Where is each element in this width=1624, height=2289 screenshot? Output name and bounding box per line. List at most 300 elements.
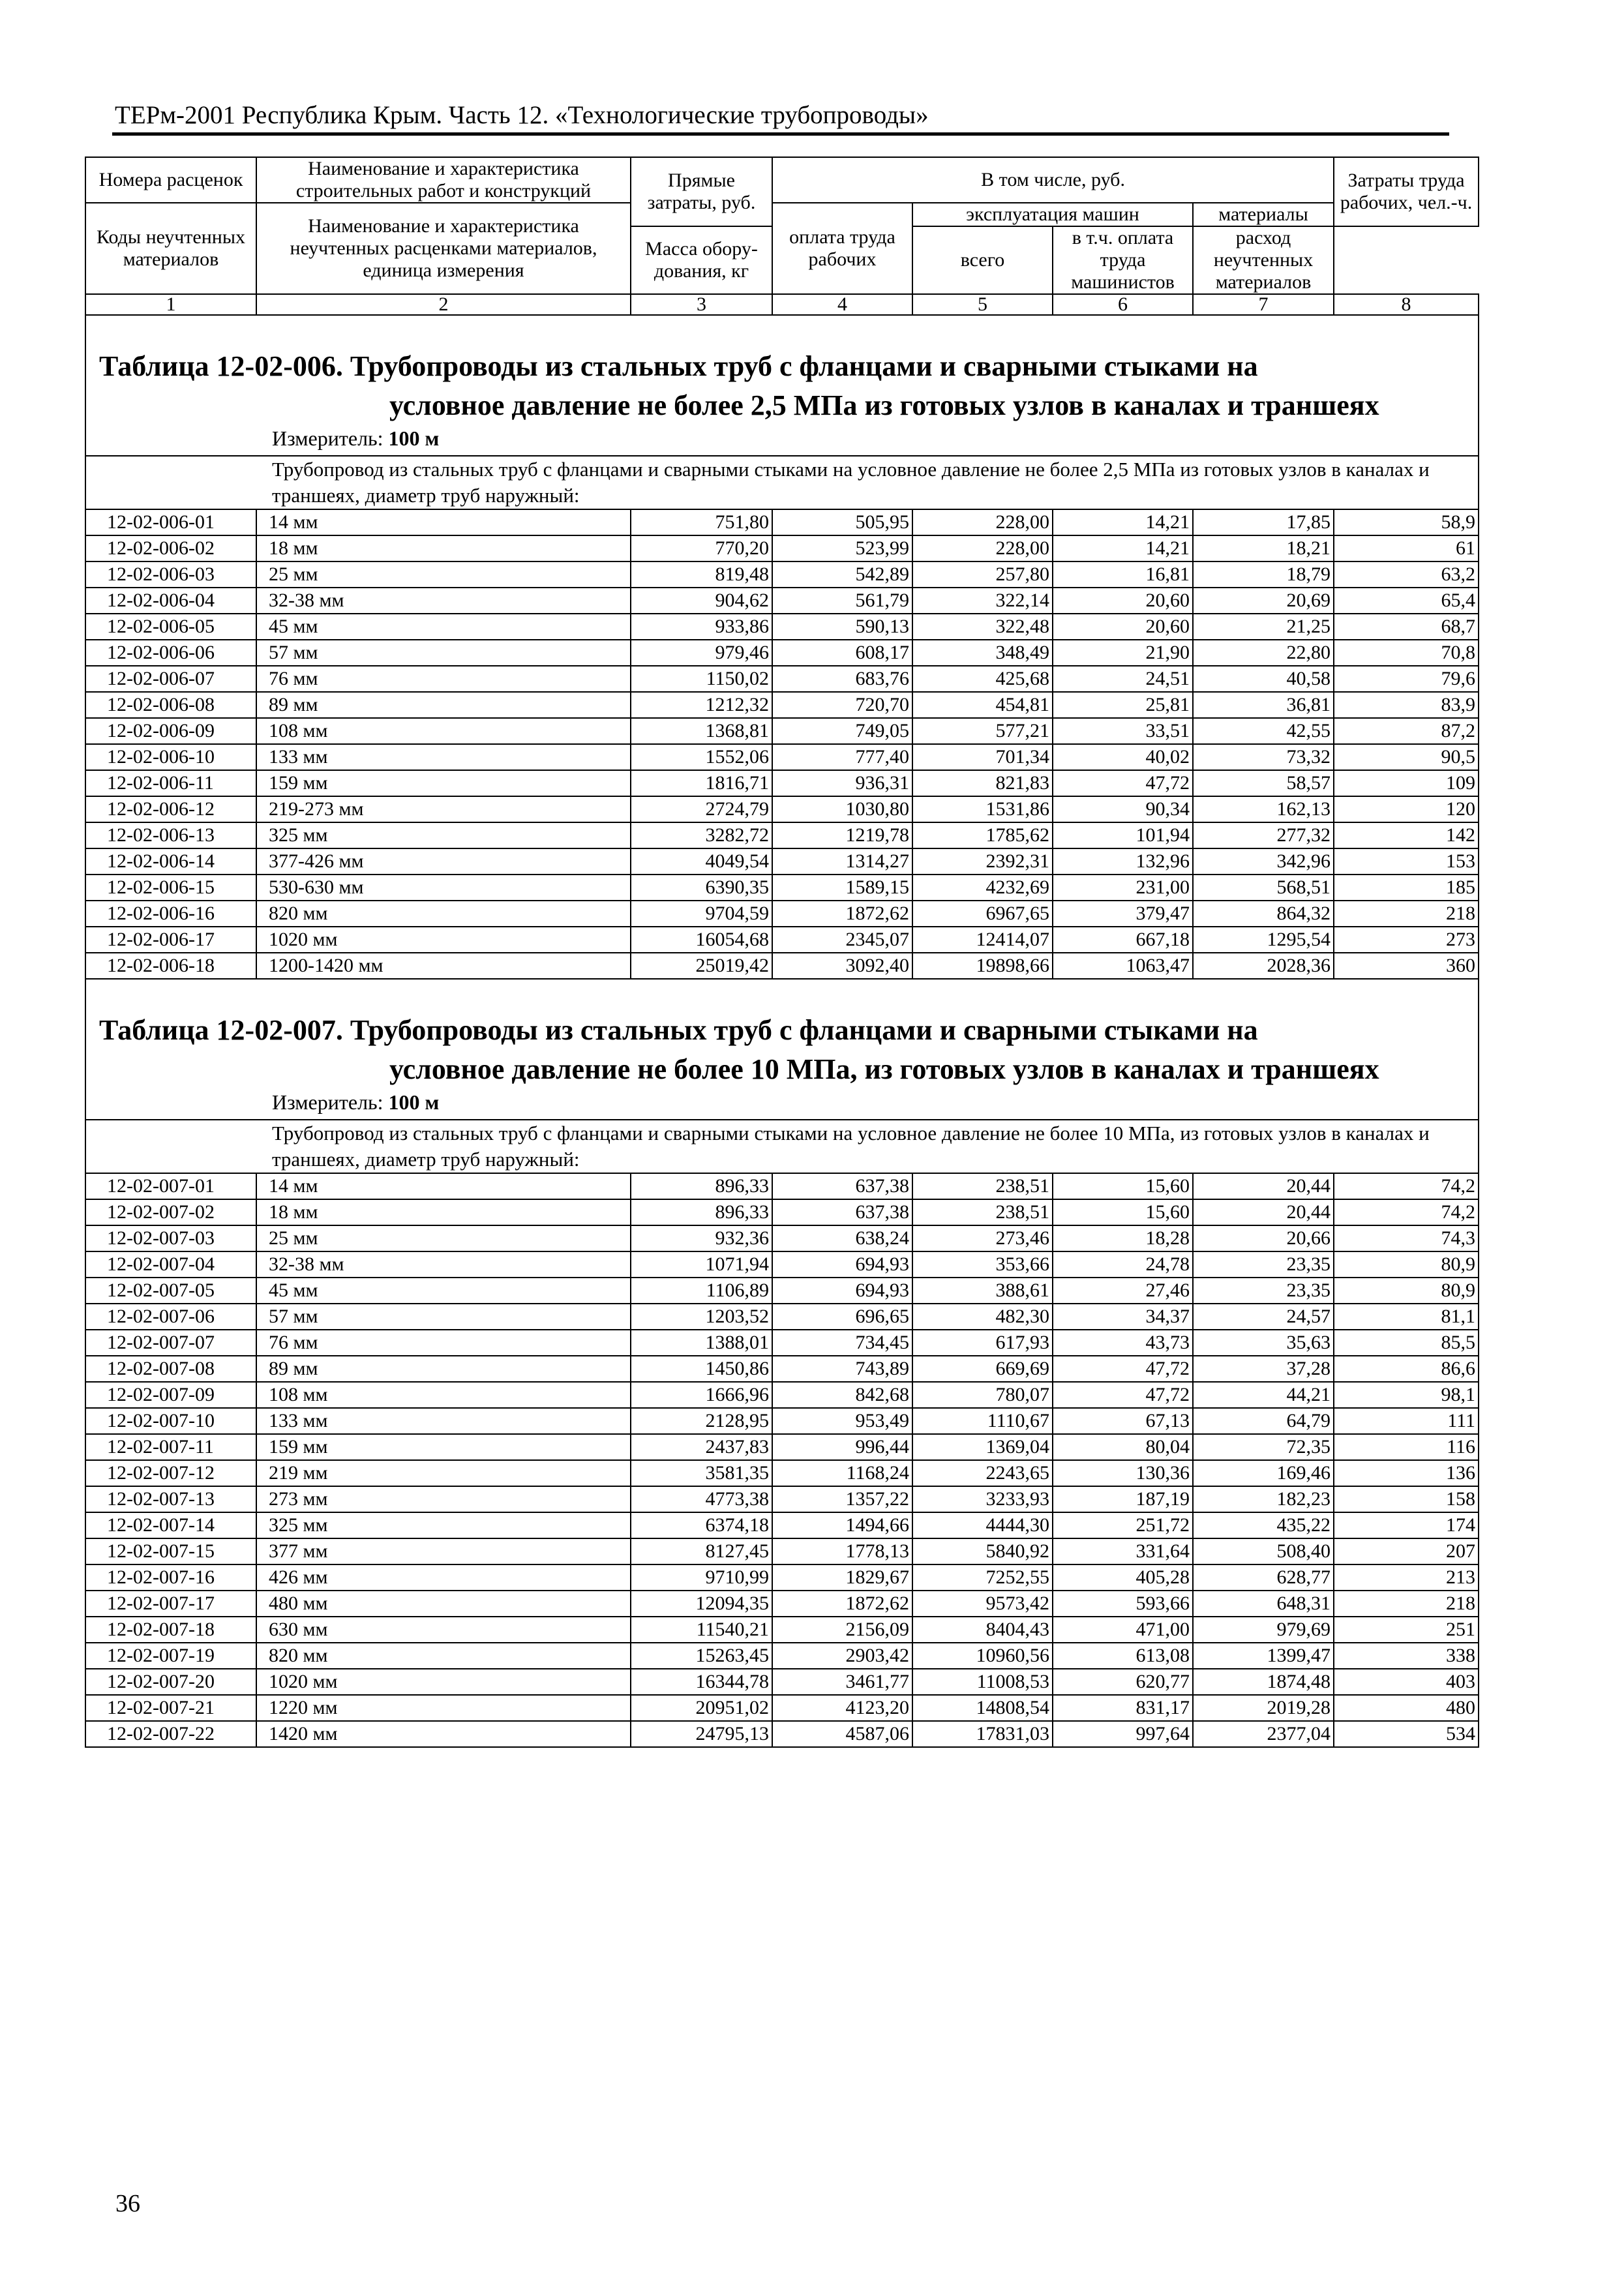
machine-cost-total: 322,48: [912, 614, 1053, 640]
labor-wage: 2345,07: [772, 927, 912, 953]
work-name: 630 мм: [256, 1617, 631, 1643]
equipment-mass: 218: [1334, 1591, 1479, 1617]
machine-cost-total: 1785,62: [912, 822, 1053, 848]
labor-hours: 568,51: [1193, 875, 1334, 901]
work-name: 273 мм: [256, 1486, 631, 1512]
direct-cost: 3282,72: [631, 822, 772, 848]
direct-cost: 1450,86: [631, 1356, 772, 1382]
equipment-mass: 534: [1334, 1721, 1479, 1747]
labor-hours: 24,57: [1193, 1304, 1334, 1330]
rate-code: 12-02-006-12: [85, 796, 256, 822]
direct-cost: 751,80: [631, 509, 772, 535]
page-header-title: ТЕРм-2001 Республика Крым. Часть 12. «Технологические трубопроводы»: [115, 101, 929, 129]
machine-cost-total: 348,49: [912, 640, 1053, 666]
rate-code: 12-02-007-19: [85, 1643, 256, 1669]
machinist-wage: 231,00: [1053, 875, 1193, 901]
machinist-wage: 14,21: [1053, 509, 1193, 535]
machinist-wage: 331,64: [1053, 1538, 1193, 1564]
table-row: [85, 796, 1479, 822]
machine-cost-total: 257,80: [912, 561, 1053, 588]
machinist-wage: 47,72: [1053, 770, 1193, 796]
table-row: [85, 1460, 1479, 1486]
machine-cost-total: 482,30: [912, 1304, 1053, 1330]
labor-wage: 683,76: [772, 666, 912, 692]
table-row: [85, 1356, 1479, 1382]
rate-code: 12-02-007-09: [85, 1382, 256, 1408]
direct-cost: 1816,71: [631, 770, 772, 796]
section-unit: [86, 1089, 1478, 1119]
labor-wage: 936,31: [772, 770, 912, 796]
labor-hours: 2377,04: [1193, 1721, 1334, 1747]
direct-cost: 16344,78: [631, 1669, 772, 1695]
rate-code: 12-02-007-20: [85, 1669, 256, 1695]
work-name: 57 мм: [256, 1304, 631, 1330]
machine-cost-total: 322,14: [912, 588, 1053, 614]
equipment-mass: 74,3: [1334, 1225, 1479, 1251]
work-name: 325 мм: [256, 822, 631, 848]
labor-wage: 638,24: [772, 1225, 912, 1251]
table-row: [85, 1382, 1479, 1408]
machine-cost-total: 454,81: [912, 692, 1053, 718]
rate-code: 12-02-006-02: [85, 535, 256, 561]
table-row: [85, 1278, 1479, 1304]
table-row: [85, 666, 1479, 692]
rate-code: 12-02-007-04: [85, 1251, 256, 1278]
machinist-wage: 67,13: [1053, 1408, 1193, 1434]
work-name: 377 мм: [256, 1538, 631, 1564]
table-row: [85, 1617, 1479, 1643]
rate-code: 12-02-006-08: [85, 692, 256, 718]
direct-cost: 1150,02: [631, 666, 772, 692]
equipment-mass: 218: [1334, 901, 1479, 927]
labor-wage: 743,89: [772, 1356, 912, 1382]
labor-wage: 694,93: [772, 1251, 912, 1278]
rate-code: 12-02-006-01: [85, 509, 256, 535]
labor-wage: 1357,22: [772, 1486, 912, 1512]
labor-wage: 1589,15: [772, 875, 912, 901]
table-row: [85, 535, 1479, 561]
equipment-mass: 98,1: [1334, 1382, 1479, 1408]
table-row: [85, 822, 1479, 848]
work-name: 530-630 мм: [256, 875, 631, 901]
equipment-mass: 86,6: [1334, 1356, 1479, 1382]
work-name: 1020 мм: [256, 1669, 631, 1695]
equipment-mass: 87,2: [1334, 718, 1479, 744]
equipment-mass: 80,9: [1334, 1278, 1479, 1304]
labor-wage: 4123,20: [772, 1695, 912, 1721]
table-row: [85, 561, 1479, 588]
machine-cost-total: 11008,53: [912, 1669, 1053, 1695]
rate-code: 12-02-007-03: [85, 1225, 256, 1251]
work-name: 219 мм: [256, 1460, 631, 1486]
labor-hours: 42,55: [1193, 718, 1334, 744]
direct-cost: 979,46: [631, 640, 772, 666]
equipment-mass: 403: [1334, 1669, 1479, 1695]
unit-value: 100 м: [388, 1090, 440, 1114]
work-name: 57 мм: [256, 640, 631, 666]
labor-wage: 3461,77: [772, 1669, 912, 1695]
direct-cost: 904,62: [631, 588, 772, 614]
work-name: 32-38 мм: [256, 1251, 631, 1278]
table-row: [85, 1304, 1479, 1330]
rate-code: 12-02-007-22: [85, 1721, 256, 1747]
machine-cost-total: 273,46: [912, 1225, 1053, 1251]
rate-code: 12-02-006-15: [85, 875, 256, 901]
machine-cost-total: 14808,54: [912, 1695, 1053, 1721]
work-name: 18 мм: [256, 535, 631, 561]
table-row: [85, 614, 1479, 640]
direct-cost: 20951,02: [631, 1695, 772, 1721]
labor-hours: 20,44: [1193, 1173, 1334, 1199]
unit-value: 100 м: [388, 426, 440, 450]
work-name: 1420 мм: [256, 1721, 631, 1747]
table-row: [85, 1251, 1479, 1278]
direct-cost: 11540,21: [631, 1617, 772, 1643]
direct-cost: 896,33: [631, 1173, 772, 1199]
table-row: [85, 718, 1479, 744]
column-number: 1: [85, 294, 256, 315]
machine-cost-total: 238,51: [912, 1173, 1053, 1199]
work-name: 426 мм: [256, 1564, 631, 1591]
direct-cost: 932,36: [631, 1225, 772, 1251]
machine-cost-total: 1531,86: [912, 796, 1053, 822]
column-number: 4: [772, 294, 912, 315]
rate-code: 12-02-007-11: [85, 1434, 256, 1460]
direct-cost: 933,86: [631, 614, 772, 640]
work-name: 76 мм: [256, 1330, 631, 1356]
machinist-wage: 20,60: [1053, 614, 1193, 640]
direct-cost: 12094,35: [631, 1591, 772, 1617]
direct-cost: 6390,35: [631, 875, 772, 901]
rate-code: 12-02-007-01: [85, 1173, 256, 1199]
machine-cost-total: 8404,43: [912, 1617, 1053, 1643]
labor-hours: 979,69: [1193, 1617, 1334, 1643]
table-row: [85, 927, 1479, 953]
machine-cost-total: 780,07: [912, 1382, 1053, 1408]
table-row: [85, 848, 1479, 875]
machinist-wage: 16,81: [1053, 561, 1193, 588]
equipment-mass: 83,9: [1334, 692, 1479, 718]
equipment-mass: 136: [1334, 1460, 1479, 1486]
machinist-wage: 27,46: [1053, 1278, 1193, 1304]
equipment-mass: 68,7: [1334, 614, 1479, 640]
column-number: 5: [912, 294, 1053, 315]
machine-cost-total: 2392,31: [912, 848, 1053, 875]
equipment-mass: 153: [1334, 848, 1479, 875]
labor-wage: 561,79: [772, 588, 912, 614]
rate-code: 12-02-006-03: [85, 561, 256, 588]
labor-hours: 36,81: [1193, 692, 1334, 718]
equipment-mass: 480: [1334, 1695, 1479, 1721]
labor-wage: 1314,27: [772, 848, 912, 875]
machine-cost-total: 577,21: [912, 718, 1053, 744]
group-description: Трубопровод из стальных труб с фланцами и сварными стыками на условное давление не более 2,5 МПа из готовых узлов в каналах и траншеях, диаметр труб наружный:: [85, 456, 1479, 509]
table-row: [85, 1173, 1479, 1199]
header-col3: Прямые затраты, руб.: [631, 157, 772, 226]
machinist-wage: 18,28: [1053, 1225, 1193, 1251]
labor-hours: 2019,28: [1193, 1695, 1334, 1721]
table-row: [85, 588, 1479, 614]
machinist-wage: 405,28: [1053, 1564, 1193, 1591]
labor-wage: 1219,78: [772, 822, 912, 848]
work-name: 820 мм: [256, 1643, 631, 1669]
machine-cost-total: 228,00: [912, 509, 1053, 535]
equipment-mass: 207: [1334, 1538, 1479, 1564]
work-name: 89 мм: [256, 692, 631, 718]
work-name: 108 мм: [256, 718, 631, 744]
direct-cost: 1388,01: [631, 1330, 772, 1356]
machinist-wage: 47,72: [1053, 1356, 1193, 1382]
rate-code: 12-02-007-08: [85, 1356, 256, 1382]
equipment-mass: 90,5: [1334, 744, 1479, 770]
rate-code: 12-02-006-10: [85, 744, 256, 770]
machinist-wage: 47,72: [1053, 1382, 1193, 1408]
labor-wage: 996,44: [772, 1434, 912, 1460]
equipment-mass: 360: [1334, 953, 1479, 979]
work-name: 45 мм: [256, 614, 631, 640]
rate-code: 12-02-006-09: [85, 718, 256, 744]
rate-code: 12-02-007-21: [85, 1695, 256, 1721]
work-name: 219-273 мм: [256, 796, 631, 822]
group-description: Трубопровод из стальных труб с фланцами и сварными стыками на условное давление не более 10 МПа, из готовых узлов в каналах и траншеях, диаметр труб наружный:: [85, 1120, 1479, 1173]
header-group-machines: эксплуатация машин: [912, 203, 1193, 226]
labor-wage: 505,95: [772, 509, 912, 535]
work-name: 14 мм: [256, 509, 631, 535]
direct-cost: 1071,94: [631, 1251, 772, 1278]
labor-wage: 749,05: [772, 718, 912, 744]
work-name: 1200-1420 мм: [256, 953, 631, 979]
labor-wage: 4587,06: [772, 1721, 912, 1747]
table-row: [85, 1695, 1479, 1721]
direct-cost: 1552,06: [631, 744, 772, 770]
rate-code: 12-02-007-13: [85, 1486, 256, 1512]
direct-cost: 4773,38: [631, 1486, 772, 1512]
labor-hours: 2028,36: [1193, 953, 1334, 979]
machinist-wage: 130,36: [1053, 1460, 1193, 1486]
equipment-mass: 213: [1334, 1564, 1479, 1591]
table-row: [85, 1643, 1479, 1669]
work-name: 133 мм: [256, 744, 631, 770]
work-name: 377-426 мм: [256, 848, 631, 875]
machinist-wage: 997,64: [1053, 1721, 1193, 1747]
page-number: 36: [115, 2190, 140, 2217]
direct-cost: 1368,81: [631, 718, 772, 744]
header-col6: в т.ч. оплата труда машинистов: [1053, 226, 1193, 294]
machine-cost-total: 425,68: [912, 666, 1053, 692]
labor-hours: 342,96: [1193, 848, 1334, 875]
table-row: [85, 1434, 1479, 1460]
machine-cost-total: 701,34: [912, 744, 1053, 770]
machine-cost-total: 1369,04: [912, 1434, 1053, 1460]
work-name: 159 мм: [256, 770, 631, 796]
machinist-wage: 15,60: [1053, 1173, 1193, 1199]
equipment-mass: 338: [1334, 1643, 1479, 1669]
machinist-wage: 187,19: [1053, 1486, 1193, 1512]
labor-hours: 22,80: [1193, 640, 1334, 666]
machinist-wage: 471,00: [1053, 1617, 1193, 1643]
equipment-mass: 70,8: [1334, 640, 1479, 666]
section-heading-row: [85, 315, 1479, 456]
machinist-wage: 620,77: [1053, 1669, 1193, 1695]
table-row: [85, 901, 1479, 927]
machine-cost-total: 388,61: [912, 1278, 1053, 1304]
labor-hours: 40,58: [1193, 666, 1334, 692]
labor-wage: 1778,13: [772, 1538, 912, 1564]
labor-wage: 1829,67: [772, 1564, 912, 1591]
machine-cost-total: 10960,56: [912, 1643, 1053, 1669]
labor-wage: 720,70: [772, 692, 912, 718]
machine-cost-total: 617,93: [912, 1330, 1053, 1356]
header-rule: [112, 132, 1449, 136]
work-name: 25 мм: [256, 561, 631, 588]
machinist-wage: 90,34: [1053, 796, 1193, 822]
machinist-wage: 80,04: [1053, 1434, 1193, 1460]
column-number: 2: [256, 294, 631, 315]
section-title-rest: условное давление не более 10 МПа, из готовых узлов в каналах и траншеях: [389, 1053, 1379, 1085]
equipment-mass: 174: [1334, 1512, 1479, 1538]
table-row: [85, 1669, 1479, 1695]
labor-hours: 277,32: [1193, 822, 1334, 848]
table-row: [85, 1591, 1479, 1617]
labor-hours: 508,40: [1193, 1538, 1334, 1564]
rate-code: 12-02-006-11: [85, 770, 256, 796]
machine-cost-total: 12414,07: [912, 927, 1053, 953]
machine-cost-total: 6967,65: [912, 901, 1053, 927]
labor-hours: 72,35: [1193, 1434, 1334, 1460]
rate-code: 12-02-007-02: [85, 1199, 256, 1225]
labor-hours: 20,44: [1193, 1199, 1334, 1225]
machinist-wage: 40,02: [1053, 744, 1193, 770]
rate-code: 12-02-006-17: [85, 927, 256, 953]
rate-code: 12-02-006-13: [85, 822, 256, 848]
rate-code: 12-02-007-07: [85, 1330, 256, 1356]
header-col8-top: Затраты труда рабочих, чел.-ч.: [1334, 157, 1479, 226]
labor-hours: 23,35: [1193, 1278, 1334, 1304]
rate-code: 12-02-007-10: [85, 1408, 256, 1434]
unit-label: Измеритель:: [272, 426, 383, 450]
direct-cost: 3581,35: [631, 1460, 772, 1486]
labor-hours: 20,69: [1193, 588, 1334, 614]
direct-cost: 9704,59: [631, 901, 772, 927]
labor-hours: 44,21: [1193, 1382, 1334, 1408]
labor-hours: 18,79: [1193, 561, 1334, 588]
labor-wage: 2903,42: [772, 1643, 912, 1669]
labor-hours: 23,35: [1193, 1251, 1334, 1278]
labor-hours: 1399,47: [1193, 1643, 1334, 1669]
machine-cost-total: 4232,69: [912, 875, 1053, 901]
direct-cost: 1212,32: [631, 692, 772, 718]
table-row: [85, 1538, 1479, 1564]
direct-cost: 24795,13: [631, 1721, 772, 1747]
column-number: 3: [631, 294, 772, 315]
unit-label: Измеритель:: [272, 1090, 383, 1114]
labor-hours: 864,32: [1193, 901, 1334, 927]
labor-wage: 734,45: [772, 1330, 912, 1356]
header-col4: оплата труда рабочих: [772, 203, 912, 294]
labor-hours: 35,63: [1193, 1330, 1334, 1356]
equipment-mass: 109: [1334, 770, 1479, 796]
direct-cost: 896,33: [631, 1199, 772, 1225]
work-name: 820 мм: [256, 901, 631, 927]
section-title: [86, 316, 1478, 425]
labor-hours: 64,79: [1193, 1408, 1334, 1434]
section-unit: [86, 425, 1478, 455]
table-row: [85, 744, 1479, 770]
equipment-mass: 85,5: [1334, 1330, 1479, 1356]
labor-wage: 953,49: [772, 1408, 912, 1434]
equipment-mass: 61: [1334, 535, 1479, 561]
labor-wage: 1030,80: [772, 796, 912, 822]
equipment-mass: 120: [1334, 796, 1479, 822]
work-name: 14 мм: [256, 1173, 631, 1199]
equipment-mass: 74,2: [1334, 1173, 1479, 1199]
rate-code: 12-02-007-05: [85, 1278, 256, 1304]
table-row: [85, 953, 1479, 979]
rate-code: 12-02-006-06: [85, 640, 256, 666]
rate-code: 12-02-006-18: [85, 953, 256, 979]
machine-cost-total: 1110,67: [912, 1408, 1053, 1434]
direct-cost: 16054,68: [631, 927, 772, 953]
table-row: [85, 770, 1479, 796]
equipment-mass: 111: [1334, 1408, 1479, 1434]
header-col5: всего: [912, 226, 1053, 294]
rate-code: 12-02-006-04: [85, 588, 256, 614]
machinist-wage: 24,78: [1053, 1251, 1193, 1278]
machinist-wage: 14,21: [1053, 535, 1193, 561]
section-heading-row: [85, 979, 1479, 1120]
machine-cost-total: 17831,03: [912, 1721, 1053, 1747]
column-number: 8: [1334, 294, 1479, 315]
header-col7: расход неучтенных материалов: [1193, 226, 1334, 294]
labor-wage: 3092,40: [772, 953, 912, 979]
table-row: [85, 509, 1479, 535]
machinist-wage: 33,51: [1053, 718, 1193, 744]
column-number: 6: [1053, 294, 1193, 315]
equipment-mass: 116: [1334, 1434, 1479, 1460]
group-description-row: [85, 456, 1479, 509]
labor-hours: 17,85: [1193, 509, 1334, 535]
equipment-mass: 65,4: [1334, 588, 1479, 614]
direct-cost: 15263,45: [631, 1643, 772, 1669]
equipment-mass: 58,9: [1334, 509, 1479, 535]
labor-wage: 694,93: [772, 1278, 912, 1304]
labor-hours: 1295,54: [1193, 927, 1334, 953]
labor-wage: 1872,62: [772, 901, 912, 927]
machinist-wage: 15,60: [1053, 1199, 1193, 1225]
machinist-wage: 379,47: [1053, 901, 1193, 927]
rate-code: 12-02-006-05: [85, 614, 256, 640]
direct-cost: 1666,96: [631, 1382, 772, 1408]
header-col8-bottom: Масса обору-дования, кг: [631, 226, 772, 294]
table-row: [85, 640, 1479, 666]
direct-cost: 1203,52: [631, 1304, 772, 1330]
price-table: [85, 157, 1479, 1748]
machine-cost-total: 353,66: [912, 1251, 1053, 1278]
labor-wage: 523,99: [772, 535, 912, 561]
work-name: 76 мм: [256, 666, 631, 692]
work-name: 89 мм: [256, 1356, 631, 1382]
work-name: 45 мм: [256, 1278, 631, 1304]
labor-hours: 21,25: [1193, 614, 1334, 640]
machinist-wage: 593,66: [1053, 1591, 1193, 1617]
section-title-lead: Таблица 12-02-007. Трубопроводы из стальных труб с фланцами и сварными стыками на: [99, 1014, 1258, 1046]
machinist-wage: 21,90: [1053, 640, 1193, 666]
machinist-wage: 43,73: [1053, 1330, 1193, 1356]
labor-hours: 182,23: [1193, 1486, 1334, 1512]
column-number: 7: [1193, 294, 1334, 315]
column-numbers-row: [85, 294, 1479, 315]
machinist-wage: 25,81: [1053, 692, 1193, 718]
